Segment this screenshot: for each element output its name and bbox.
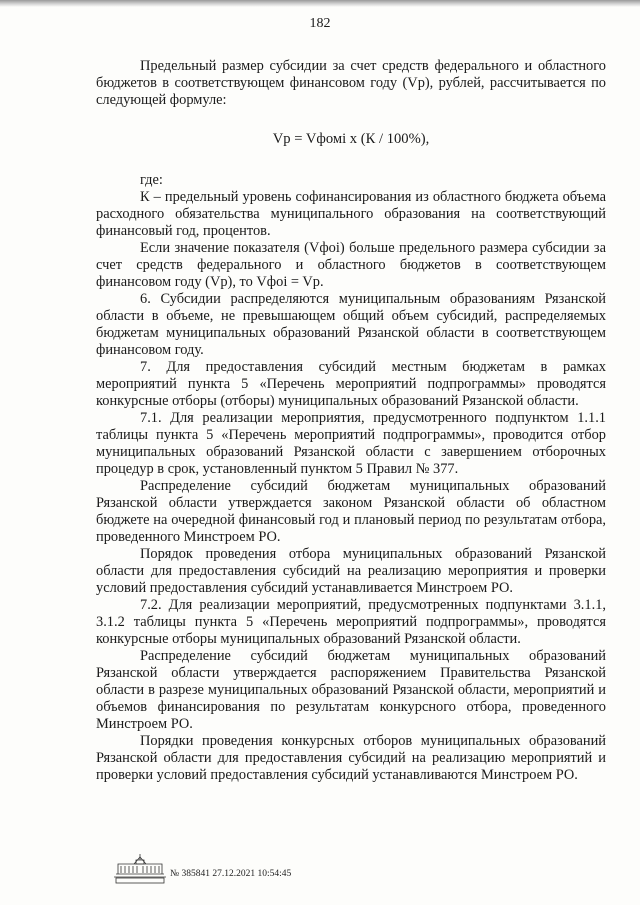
document-body [96,58,606,784]
paragraph-item-6: 6. Субсидии распределяются муниципальным образованиям Рязанской области в объеме, не превышающем общий объем субсидий, распределяемых бюджетам муниципальных образований Рязанской области в соответствующем финансовом году. [96,291,606,358]
paragraph-competition-procedures: Порядки проведения конкурсных отборов муниципальных образований Рязанской области для предоставления субсидий на реализацию мероприятий и проверки условий предоставления субсидий устанавливаются Минстроем РО. [96,733,606,783]
scan-top-edge [0,0,640,7]
paragraph-distribution-order: Распределение субсидий бюджетам муниципальных образований Рязанской области утверждается распоряжением Правительства Рязанской области в разрезе муниципальных образований Рязанской области, мероприятий и объемов финансирования по результатам конкурсного отбора, проведенного Минстроем РО. [96,648,606,732]
government-building-stamp-icon [110,848,170,886]
page-number: 182 [309,16,331,31]
paragraph-selection-procedure: Порядок проведения отбора муниципальных образований Рязанской области для предоставления субсидий на реализацию мероприятия и проверки условий предоставления субсидий устанавливается Минстроем РО. [96,546,606,596]
registration-info: № 385841 27.12.2021 10:54:45 [170,869,292,879]
paragraph-if-value: Если значение показателя (Vфоi) больше предельного размера субсидии за счет средств федерального и областного бюджетов в соответствующем финансовом году (Vp), то Vфоi = Vp. [96,240,606,290]
paragraph-distribution-law: Распределение субсидий бюджетам муниципальных образований Рязанской области утверждается законом Рязанской области об областном бюджете на очередной финансовый год и плановый период по результатам отбора, проведенного Минстроем РО. [96,478,606,545]
paragraph-item-7-1: 7.1. Для реализации мероприятия, предусмотренного подпунктом 1.1.1 таблицы пункта 5 «Перечень мероприятий подпрограммы», проводится отбор муниципальных образований Рязанской области с завершением отборочных процедур в срок, установленный пунктом 5 Правил № 377. [96,410,606,477]
paragraph-item-7: 7. Для предоставления субсидий местным бюджетам в рамках мероприятий пункта 5 «Перечень мероприятий подпрограммы» проводятся конкурсные отборы (отборы) муниципальных образований Рязанской области. [96,359,606,409]
paragraph-k-definition: К – предельный уровень софинансирования из областного бюджета объема расходного обязательства муниципального образования на соответствующий финансовый год, процентов. [96,189,606,239]
paragraph-item-7-2: 7.2. Для реализации мероприятий, предусмотренных подпунктами 3.1.1, 3.1.2 таблицы пункта 5 «Перечень мероприятий подпрограммы», проводятся конкурсные отборы муниципальных образований Рязанской области. [96,597,606,647]
paragraph-subsidy-limit: Предельный размер субсидии за счет средств федерального и областного бюджетов в соответствующем финансовом году (Vp), рублей, рассчитывается по следующей формуле: [96,58,606,108]
formula: Vp = Vфомi x (К / 100%), [272,131,430,147]
paragraph-where: где: [140,172,163,188]
